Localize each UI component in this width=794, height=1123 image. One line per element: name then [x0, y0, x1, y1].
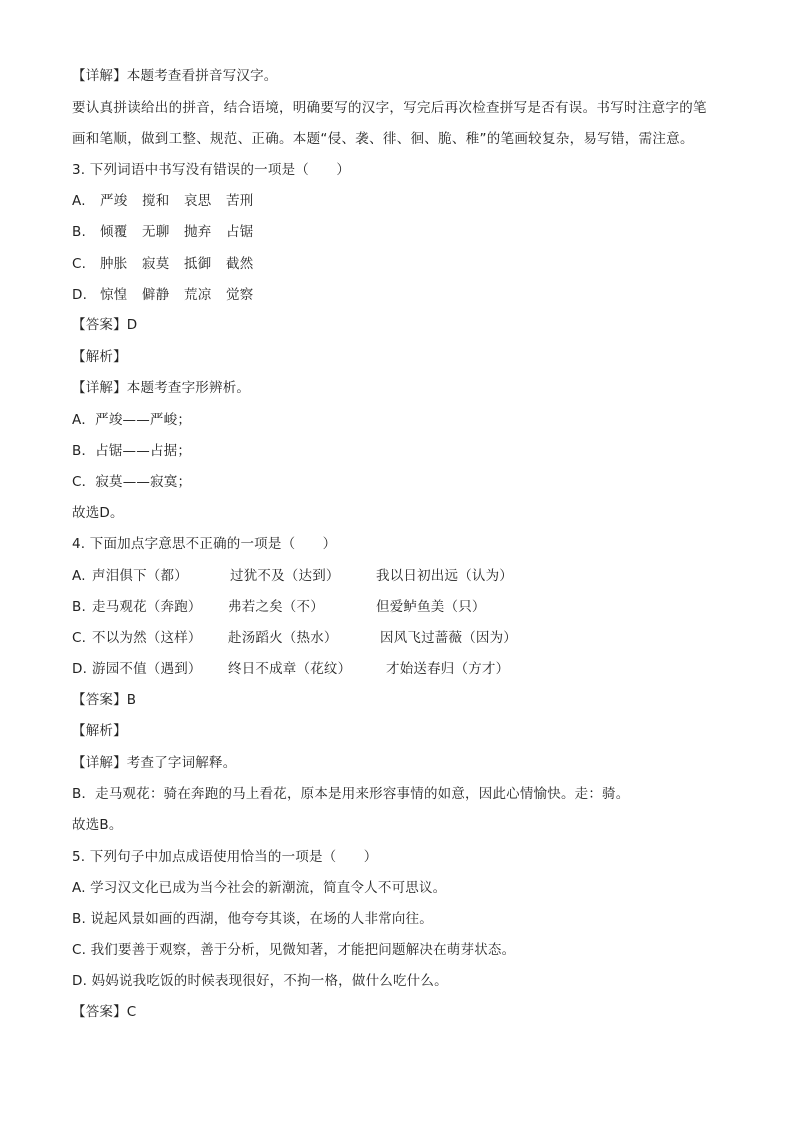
q5-option-c: C. 我们要善于观察，善于分析，见微知著，才能把问题解决在萌芽状态。: [72, 942, 516, 958]
q4-stem: 4. 下面加点字意思不正确的一项是（ ）: [72, 536, 337, 552]
q4-conclusion: 故选B。: [72, 817, 123, 833]
q3-analysis-heading: 【解析】: [72, 349, 127, 365]
q3-option-c: [72, 254, 253, 274]
option-word: 荒凉: [184, 287, 212, 303]
q4-option-b: [72, 597, 486, 617]
q3-note-a: A．严竣——严峻；: [72, 412, 192, 428]
option-word: 搅和: [142, 193, 170, 209]
option-label: D.: [72, 661, 88, 677]
option-word: 哀思: [184, 193, 212, 209]
option-word: 寂莫: [142, 256, 170, 272]
q3-option-d: [72, 285, 253, 305]
q4-option-a: [72, 566, 513, 586]
option-item: 过犹不及（达到）: [230, 568, 340, 584]
option-item: 但爱鲈鱼美（只）: [376, 599, 486, 615]
option-label: C.: [72, 630, 87, 646]
q4-detail: 【详解】考查了字词解释。: [72, 755, 237, 771]
option-item: 不以为然（这样）: [92, 630, 202, 646]
option-item: 赴汤蹈火（热水）: [228, 630, 338, 646]
q3-option-b: [72, 222, 253, 242]
q2-detail-heading: 【详解】本题考查看拼音写汉字。: [72, 68, 278, 84]
q4-analysis-heading: 【解析】: [72, 723, 127, 739]
option-word: 严竣: [100, 193, 128, 209]
q5-stem: 5. 下列句子中加点成语使用恰当的一项是（ ）: [72, 849, 378, 865]
q2-explanation-line-2: 画和笔顺，做到工整、规范、正确。本题“侵、袭、徘、徊、脆、稚”的笔画较复杂，易写错，需注意。: [72, 131, 694, 147]
q3-note-b: B．占锯——占据；: [72, 443, 192, 459]
option-item: 因风飞过蔷薇（因为）: [380, 630, 517, 646]
option-word: 苦刑: [226, 193, 254, 209]
option-item: 终日不成章（花纹）: [228, 661, 352, 677]
q4-note: B．走马观花：骑在奔跑的马上看花，原本是用来形容事情的如意，因此心情愉快。走：骑。: [72, 786, 630, 802]
option-item: 弗若之矣（不）: [228, 599, 324, 615]
option-item: 游园不值（遇到）: [92, 661, 202, 677]
option-label: A.: [72, 568, 86, 584]
option-word: 抛弃: [184, 224, 212, 240]
q3-stem: 3. 下列词语中书写没有错误的一项是（ ）: [72, 162, 351, 178]
q5-option-b: B. 说起风景如画的西湖，他夸夸其谈，在场的人非常向往。: [72, 911, 433, 927]
q4-option-c: [72, 628, 517, 648]
q3-detail: 【详解】本题考查字形辨析。: [72, 380, 251, 396]
q2-explanation-line-1: 要认真拼读给出的拼音，结合语境，明确要写的汉字，写完后再次检查拼写是否有误。书写时注意字的笔: [72, 100, 707, 116]
option-item: 才始送春归（方才）: [386, 661, 510, 677]
option-word: 肿胀: [100, 256, 128, 272]
option-item: 走马观花（奔跑）: [92, 599, 202, 615]
option-word: 截然: [226, 256, 254, 272]
q3-note-c: C．寂莫——寂寞；: [72, 474, 192, 490]
option-label: B.: [72, 224, 86, 240]
option-word: 觉察: [226, 287, 254, 303]
option-word: 惊惶: [100, 287, 128, 303]
q3-answer: 【答案】D: [72, 317, 138, 333]
option-item: 我以日初出远（认为）: [376, 568, 513, 584]
option-word: 抵御: [184, 256, 212, 272]
q3-option-a: [72, 191, 253, 211]
q3-conclusion: 故选D。: [72, 505, 124, 521]
option-word: 倾覆: [100, 224, 128, 240]
option-label: B.: [72, 599, 86, 615]
option-label: D.: [72, 287, 88, 303]
q4-option-d: [72, 659, 509, 679]
q5-option-d: D. 妈妈说我吃饭的时候表现很好，不拘一格，做什么吃什么。: [72, 973, 448, 989]
option-word: 占锯: [226, 224, 254, 240]
option-label: C.: [72, 256, 87, 272]
option-word: 无聊: [142, 224, 170, 240]
option-item: 声泪俱下（都）: [92, 568, 188, 584]
q5-answer: 【答案】C: [72, 1004, 137, 1020]
q4-answer: 【答案】B: [72, 692, 137, 708]
option-word: 僻静: [142, 287, 170, 303]
option-label: A.: [72, 193, 86, 209]
q5-option-a: A. 学习汉文化已成为当今社会的新潮流，简直令人不可思议。: [72, 880, 447, 896]
